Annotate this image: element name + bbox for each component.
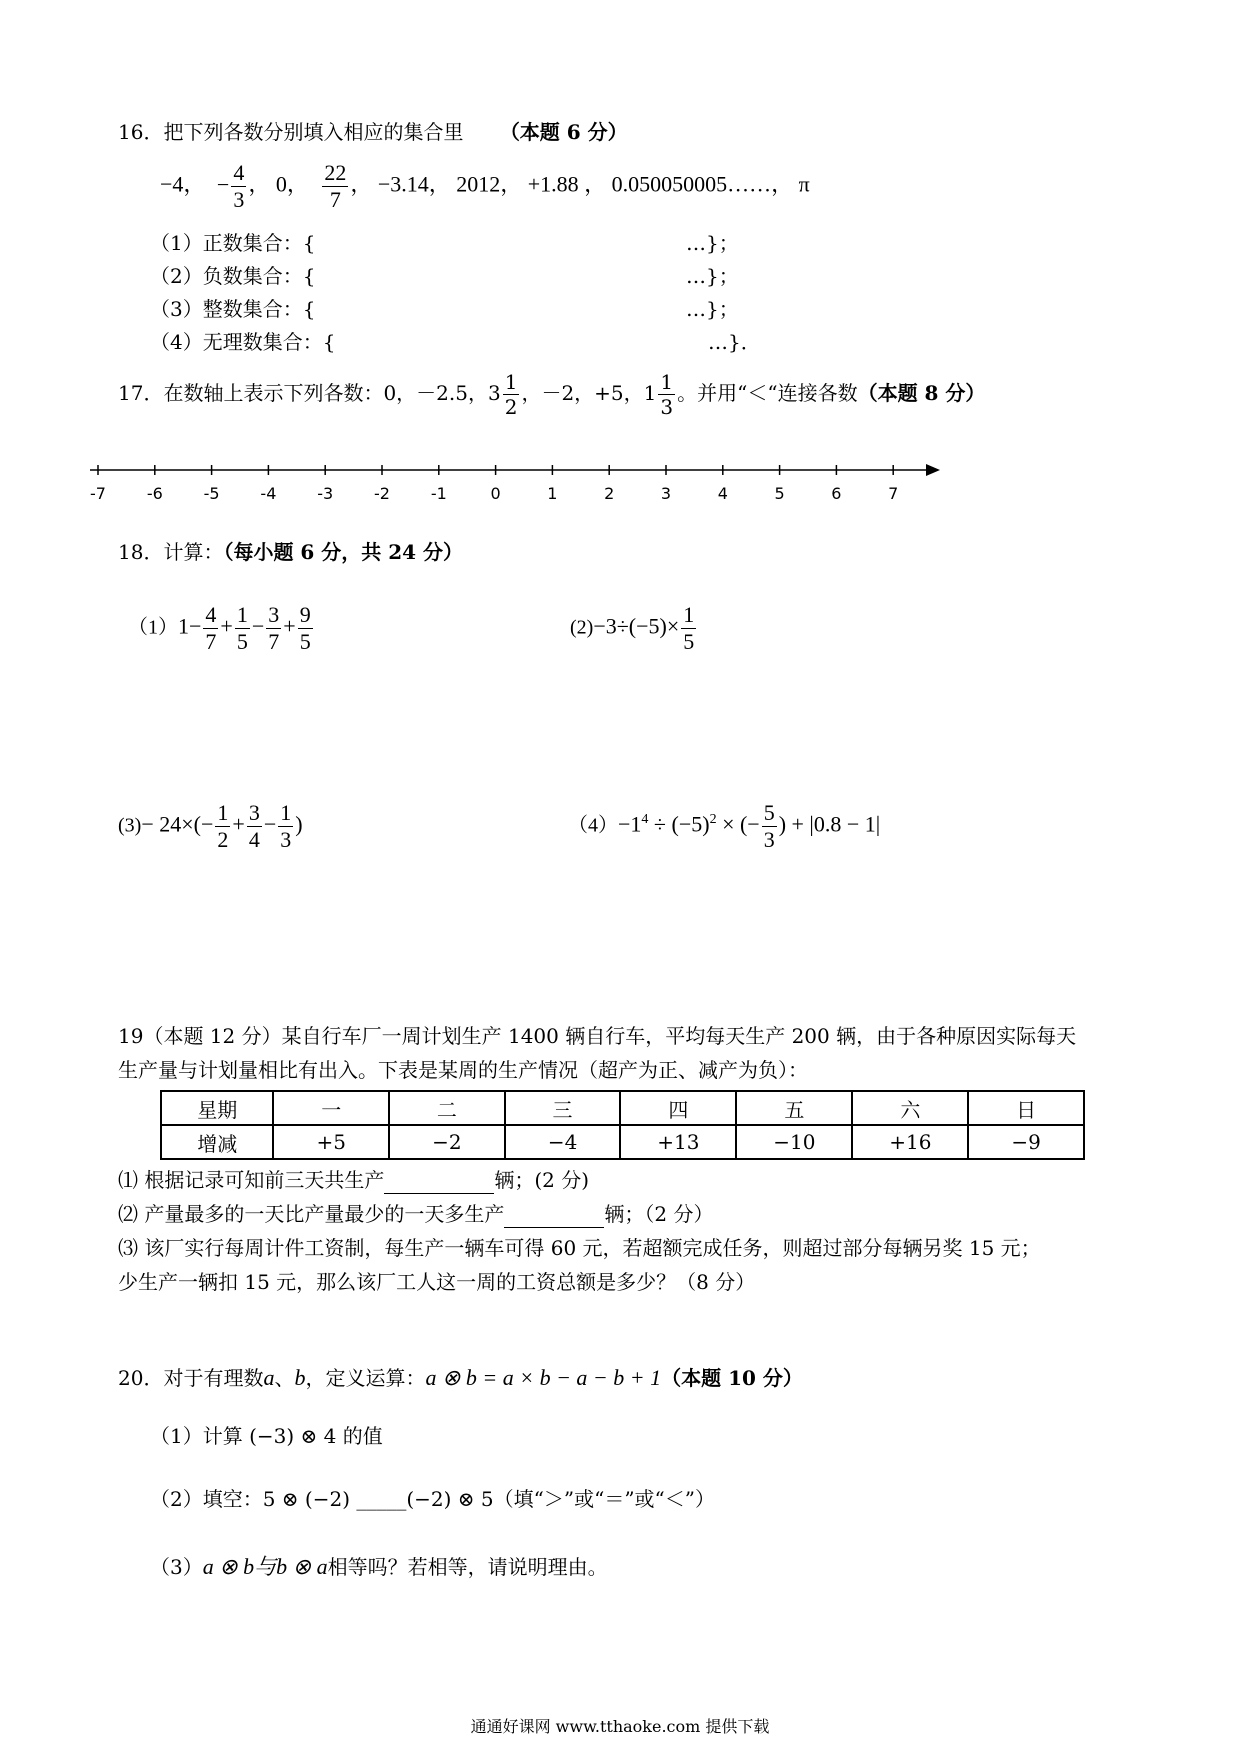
fraction — [298, 604, 313, 653]
operator: + — [232, 811, 245, 837]
fraction-denominator: 3 — [763, 827, 775, 852]
q20-expression: a ⊗ b与b ⊗ a — [202, 1554, 328, 1579]
table-cell: +13 — [620, 1125, 736, 1159]
number-line-tick-label: 2 — [604, 484, 615, 503]
q16-number: ， −3.14， 2012， +1.88 ， 0.050050005……， π — [350, 171, 810, 197]
operator: + — [283, 613, 296, 639]
q18-problem-4 — [568, 802, 880, 851]
number-line — [80, 455, 950, 505]
q16-set-3-end — [686, 295, 739, 323]
q16-title: 16．把下列各数分别填入相应的集合里 — [118, 120, 464, 144]
set-end: …}； — [686, 231, 739, 255]
expr-part: 1− — [178, 613, 202, 639]
fraction-numerator: 1 — [280, 800, 292, 825]
table-cell: 星期 — [161, 1091, 273, 1125]
set-end: …}． — [708, 330, 761, 354]
number-line-tick-label: 7 — [888, 484, 899, 503]
fraction — [278, 802, 293, 851]
q18-problem-3 — [118, 802, 303, 851]
number-line-tick-label: 5 — [774, 484, 785, 503]
fraction-denominator: 5 — [299, 629, 311, 654]
q17-text: ，－2，+5，1 — [521, 381, 657, 405]
q16-set-1 — [150, 229, 315, 257]
q20-heading — [118, 1364, 803, 1392]
fraction-denominator: 4 — [248, 827, 260, 852]
q19-sub-2 — [118, 1200, 713, 1228]
q16-heading — [118, 118, 628, 146]
table-cell: 二 — [389, 1091, 505, 1125]
fraction-denominator: 2 — [217, 827, 229, 852]
fraction — [215, 802, 230, 851]
fraction-numerator: 9 — [299, 602, 311, 627]
table-cell: +5 — [273, 1125, 389, 1159]
number-line-tick-label: -7 — [90, 484, 106, 503]
q20-score: （本题 10 分） — [661, 1366, 803, 1390]
q18-problem-2 — [570, 604, 698, 653]
q18-problem-1 — [128, 604, 315, 653]
q17-fraction — [658, 372, 675, 417]
set-label: （2）负数集合：{ — [150, 264, 316, 288]
q16-set-3 — [150, 295, 315, 323]
answer-blank[interactable] — [384, 1171, 494, 1194]
table-cell: 日 — [968, 1091, 1084, 1125]
problem-label: （4） — [568, 814, 618, 837]
fraction-denominator: 3 — [233, 187, 245, 212]
q16-fraction — [322, 162, 348, 211]
fraction-numerator: 4 — [233, 160, 245, 185]
fraction-denominator: 2 — [504, 395, 518, 419]
q18-heading — [118, 538, 463, 566]
sub-question-text: 辆；(2 分) — [494, 1168, 590, 1192]
set-label: （1）正数集合：{ — [150, 231, 316, 255]
q20-text: 、 — [274, 1366, 295, 1390]
number-line-tick-label: 3 — [660, 484, 672, 503]
problem-label: （1） — [128, 616, 178, 639]
q16-score: （本题 6 分） — [499, 120, 628, 144]
q20-text: 20．对于有理数 — [118, 1366, 264, 1390]
fraction-numerator: 5 — [763, 800, 775, 825]
q20-sub-1: （1）计算 (−3) ⊗ 4 的值 — [150, 1424, 383, 1448]
operator: − — [251, 613, 265, 639]
expr-part: ) + |0.8 − 1| — [778, 811, 881, 837]
fraction — [681, 604, 696, 653]
sub-question-text: ⑴ 根据记录可知前三天共生产 — [118, 1168, 385, 1192]
q20-formula: a ⊗ b = a × b − a − b + 1 — [425, 1365, 662, 1390]
table-cell: −10 — [736, 1125, 852, 1159]
q20-sub-2: （2）填空：5 ⊗ (−2) _____(−2) ⊗ 5（填“＞”或“＝”或“＜”） — [150, 1487, 715, 1511]
fraction — [203, 604, 218, 653]
fraction-denominator: 5 — [683, 629, 695, 654]
q16-set-4-end — [708, 328, 761, 356]
q16-set-2 — [150, 262, 315, 290]
sub-question-label: （3） — [150, 1555, 203, 1579]
table-cell: −9 — [968, 1125, 1084, 1159]
q16-set-2-end — [686, 262, 739, 290]
q16-set-1-end — [686, 229, 739, 257]
fraction — [266, 604, 281, 653]
number-line-tick-label: -3 — [317, 484, 334, 503]
fraction-denominator: 7 — [329, 187, 341, 212]
expr-part: ÷ (−5) — [648, 811, 710, 837]
q16-number: ， 0， — [248, 171, 309, 197]
operator: − — [263, 811, 277, 837]
problem-label: (2) — [570, 616, 594, 639]
q18-title: 18．计算： — [118, 540, 224, 564]
q16-number: −4， — [160, 171, 206, 197]
fraction-denominator: 3 — [280, 827, 292, 852]
number-line-tick-label: 1 — [547, 484, 558, 503]
fraction-numerator: 1 — [504, 370, 518, 394]
expr-part: − 24×(− — [141, 811, 214, 837]
q17-heading — [118, 372, 985, 417]
q16-set-4 — [150, 328, 335, 356]
table-cell: 六 — [852, 1091, 968, 1125]
fraction-numerator: 1 — [217, 800, 229, 825]
number-line-tick-label: 4 — [717, 484, 728, 503]
number-line-tick-label: -1 — [430, 484, 447, 503]
number-line-tick-label: -4 — [260, 484, 277, 503]
answer-blank[interactable] — [504, 1205, 604, 1228]
table-row — [161, 1125, 1084, 1159]
variable: a — [263, 1365, 275, 1390]
set-end: …}； — [686, 264, 739, 288]
fraction-numerator: 1 — [236, 602, 248, 627]
fraction-denominator: 3 — [660, 395, 674, 419]
fraction-numerator: 3 — [268, 602, 280, 627]
operator: + — [220, 613, 233, 639]
sub-question-text: 辆；（2 分） — [604, 1202, 714, 1226]
table-cell: 三 — [505, 1091, 621, 1125]
expr-part: × (− — [716, 811, 760, 837]
number-line-tick-label: -5 — [203, 484, 220, 503]
q17-fraction — [503, 372, 520, 417]
table-cell: −2 — [389, 1125, 505, 1159]
q17-score: （本题 8 分） — [857, 381, 986, 405]
table-cell: 增减 — [161, 1125, 273, 1159]
fraction — [762, 802, 777, 851]
q18-score: （每小题 6 分，共 24 分） — [223, 540, 464, 564]
exponent: 2 — [709, 812, 717, 828]
variable: b — [294, 1365, 306, 1390]
fraction-numerator: 4 — [205, 602, 217, 627]
table-cell: 四 — [620, 1091, 736, 1125]
q17-text: 。并用“＜“连接各数 — [677, 381, 858, 405]
production-table — [160, 1090, 1085, 1160]
number-line-tick-label: 0 — [490, 484, 501, 503]
footer[interactable]: 通通好课网 www.tthaoke.com 提供下载 — [470, 1717, 770, 1736]
fraction — [235, 604, 250, 653]
q19-sub-3-line-2: 少生产一辆扣 15 元，那么该厂工人这一周的工资总额是多少？（8 分） — [118, 1270, 756, 1294]
set-label: （4）无理数集合：{ — [150, 330, 336, 354]
number-line-tick-label: -2 — [374, 484, 390, 503]
fraction-denominator: 5 — [236, 629, 248, 654]
set-end: …}； — [686, 297, 739, 321]
expr-part: ) — [295, 811, 303, 837]
number-line-tick-label: 6 — [831, 484, 842, 503]
table-cell: 五 — [736, 1091, 852, 1125]
table-cell: 一 — [273, 1091, 389, 1125]
q19-line-2: 生产量与计划量相比有出入。下表是某周的生产情况（超产为正、减产为负）： — [118, 1058, 808, 1082]
q19-sub-3-line-1: ⑶ 该厂实行每周计件工资制，每生产一辆车可得 60 元，若超额完成任务，则超过部分每辆另奖 15 元； — [118, 1236, 1041, 1260]
table-cell: +16 — [852, 1125, 968, 1159]
table-row — [161, 1091, 1084, 1125]
q19-sub-1 — [118, 1166, 589, 1194]
number-line-tick-label: -6 — [146, 484, 163, 503]
fraction-denominator: 7 — [205, 629, 217, 654]
set-label: （3）整数集合：{ — [150, 297, 316, 321]
number-line-arrow-icon — [926, 464, 940, 476]
q17-text: 17．在数轴上表示下列各数：0，－2.5，3 — [118, 381, 501, 405]
q19-line-1: 19（本题 12 分）某自行车厂一周计划生产 1400 辆自行车，平均每天生产 200 辆，由于各种原因实际每天 — [118, 1024, 1077, 1048]
q16-fraction — [231, 162, 246, 211]
sub-question-text: ⑵ 产量最多的一天比产量最少的一天多生产 — [118, 1202, 505, 1226]
problem-label: (3) — [118, 814, 142, 837]
table-cell: −4 — [505, 1125, 621, 1159]
q16-number-list — [160, 162, 810, 211]
fraction-numerator: 1 — [683, 602, 695, 627]
q16-sign: − — [216, 171, 230, 197]
q20-sub-3 — [150, 1553, 608, 1581]
q20-text: ，定义运算： — [305, 1366, 426, 1390]
fraction-numerator: 22 — [324, 160, 347, 185]
expr-part: −3÷(−5)× — [593, 613, 680, 639]
fraction-denominator: 7 — [268, 629, 280, 654]
fraction-numerator: 3 — [248, 800, 260, 825]
expr-part: −1 — [618, 811, 642, 837]
fraction-numerator: 1 — [660, 370, 674, 394]
exponent: 4 — [641, 812, 649, 828]
fraction — [247, 802, 262, 851]
sub-question-text: 相等吗？若相等，请说明理由。 — [327, 1555, 608, 1579]
